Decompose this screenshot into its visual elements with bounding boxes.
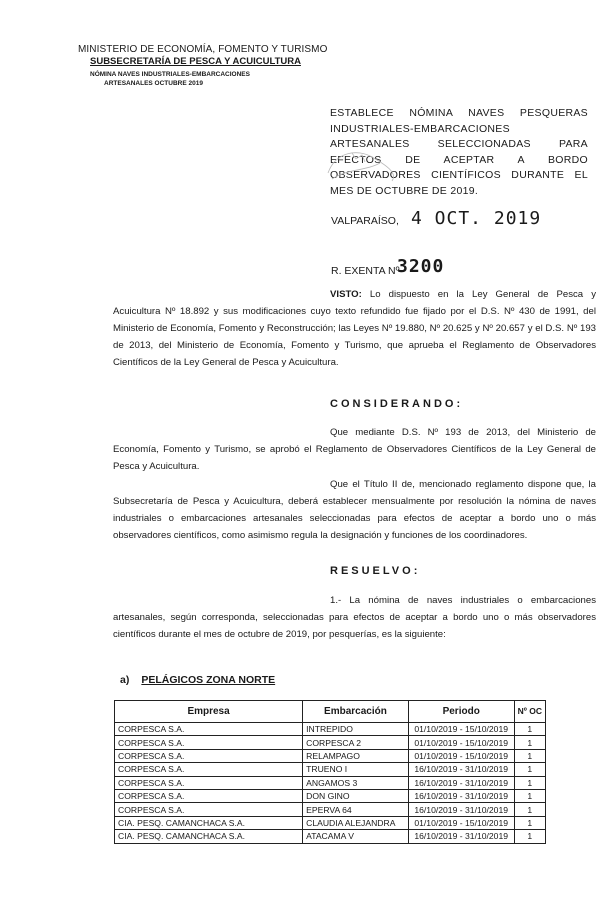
cell-empresa: CORPESCA S.A. [115,723,303,736]
table-row [115,736,546,749]
cell-oc: 1 [514,789,545,802]
cell-oc: 1 [514,749,545,762]
cell-empresa: CORPESCA S.A. [115,776,303,789]
cell-periodo: 01/10/2019 - 15/10/2019 [408,723,514,736]
faint-stamp-mark [322,143,406,191]
cell-periodo: 16/10/2019 - 31/10/2019 [408,763,514,776]
resolution-label: R. EXENTA Nº [331,265,400,277]
cell-periodo: 16/10/2019 - 31/10/2019 [408,830,514,843]
cell-empresa: CIA. PESQ. CAMANCHACA S.A. [115,816,303,829]
considerando-heading: CONSIDERANDO: [330,398,464,410]
cell-empresa: CIA. PESQ. CAMANCHACA S.A. [115,830,303,843]
cell-embarcacion: CORPESCA 2 [303,736,409,749]
cell-embarcacion: ATACAMA V [303,830,409,843]
cell-oc: 1 [514,830,545,843]
cell-periodo: 16/10/2019 - 31/10/2019 [408,803,514,816]
resolution-number: 3200 [397,256,445,277]
header-empresa: Empresa [115,701,303,723]
table-row [115,749,546,762]
cell-embarcacion: INTREPIDO [303,723,409,736]
table-row [115,830,546,843]
resolution-date: 4 OCT. 2019 [411,208,542,229]
ministry-name: MINISTERIO DE ECONOMÍA, FOMENTO Y TURISMO [78,44,328,55]
cell-oc: 1 [514,816,545,829]
cell-periodo: 16/10/2019 - 31/10/2019 [408,789,514,802]
considerando-paragraph-1: Que mediante D.S. Nº 193 de 2013, del Ministerio de Economía, Fomento y Turismo, se aprobó el Reglamento de Observadores Científicos de la Ley General de Pesca y Acuicultura. [113,427,596,472]
resuelvo-heading: RESUELVO: [330,565,421,577]
reference-line-1: NÓMINA NAVES INDUSTRIALES-EMBARCACIONES [90,71,250,78]
table-row [115,776,546,789]
cell-oc: 1 [514,763,545,776]
cell-oc: 1 [514,776,545,789]
cell-empresa: CORPESCA S.A. [115,736,303,749]
resolution-title: ESTABLECE NÓMINA NAVES PESQUERAS INDUSTRIALES-EMBARCACIONES ARTESANALES SELECCIONADAS PARA EFECTOS DE ACEPTAR A BORDO OBSERVADORES CIENTÍFICOS DURANTE EL MES DE OCTUBRE DE 2019. [330,107,588,197]
cell-periodo: 01/10/2019 - 15/10/2019 [408,736,514,749]
table-row [115,816,546,829]
cell-empresa: CORPESCA S.A. [115,789,303,802]
cell-periodo: 01/10/2019 - 15/10/2019 [408,816,514,829]
subsecretaria-name: SUBSECRETARÍA DE PESCA Y ACUICULTURA [90,56,301,67]
table-row [115,803,546,816]
cell-empresa: CORPESCA S.A. [115,763,303,776]
cell-embarcacion: DON GINO [303,789,409,802]
cell-embarcacion: RELAMPAGO [303,749,409,762]
cell-embarcacion: ANGAMOS 3 [303,776,409,789]
resuelvo-paragraph-1: 1.- La nómina de naves industriales o embarcaciones artesanales, según corresponda, seleccionadas para efectos de aceptar a bordo uno o más observadores científicos durante el mes de octubre de 2019, por pesquerías, es la siguiente: [113,595,596,640]
cell-periodo: 16/10/2019 - 31/10/2019 [408,776,514,789]
visto-text: Lo dispuesto en la Ley General de Pesca y Acuicultura Nº 18.892 y sus modificaciones cuyo texto refundido fue fijado por el D.S. Nº 430 de 1991, del Ministerio de Economía, Fomento y Reconstrucción; las Leyes Nº 19.880, Nº 20.625 y Nº 20.657 y el D.S. Nº 193 de 2013, del Ministerio de Economía, Fomento y Turismo, que aprueba el Reglamento de Observadores Científicos de la Ley General de Pesca y Acuicultura. [113,289,597,368]
vessel-table [114,700,546,844]
header-periodo: Periodo [408,701,514,723]
cell-empresa: CORPESCA S.A. [115,803,303,816]
header-oc: Nº OC [514,701,545,723]
cell-empresa: CORPESCA S.A. [115,749,303,762]
place: VALPARAÍSO, [331,215,399,227]
section-a-title: PELÁGICOS ZONA NORTE [141,674,276,686]
table-row [115,723,546,736]
visto-label: VISTO: [330,289,362,300]
section-a-heading [120,674,275,686]
table-header-row [115,701,546,723]
cell-oc: 1 [514,803,545,816]
considerando-paragraph-2: Que el Título II de, mencionado reglamento dispone que, la Subsecretaría de Pesca y Acuicultura, deberá establecer mensualmente por resolución la nómina de naves industriales o embarcaciones artesanales seleccionadas para efectos de aceptar a bordo uno o más observadores científicos, como asimismo regula la designación y funciones de los coordinadores. [113,479,596,541]
cell-periodo: 01/10/2019 - 15/10/2019 [408,749,514,762]
cell-embarcacion: EPERVA 64 [303,803,409,816]
table-row [115,789,546,802]
cell-embarcacion: CLAUDIA ALEJANDRA [303,816,409,829]
table-row [115,763,546,776]
header-embarcacion: Embarcación [303,701,409,723]
section-a-letter: a) [120,674,130,686]
cell-embarcacion: TRUENO I [303,763,409,776]
cell-oc: 1 [514,723,545,736]
letterhead [78,44,328,88]
reference-line-2: ARTESANALES OCTUBRE 2019 [104,80,203,87]
cell-oc: 1 [514,736,545,749]
visto-paragraph [113,286,596,371]
